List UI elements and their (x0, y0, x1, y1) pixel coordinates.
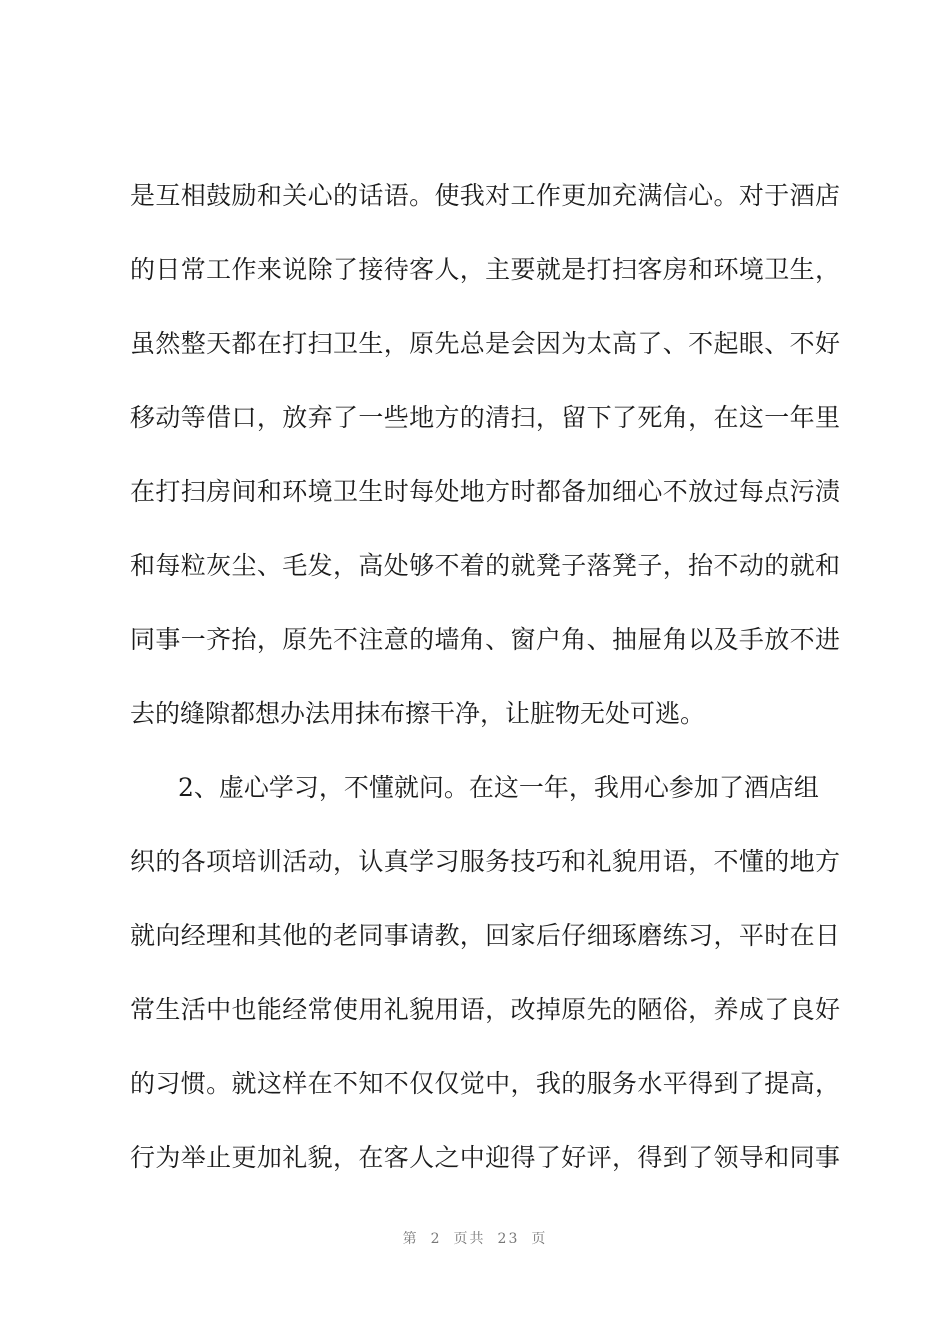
paragraph-start-line: 2、虚心学习，不懂就问。在这一年，我用心参加了酒店组 (178, 773, 819, 802)
text-line: 常生活中也能经常使用礼貌用语，改掉原先的陋俗，养成了良好 (130, 995, 840, 1024)
text-line: 去的缝隙都想办法用抹布擦干净，让脏物无处可逃。 (130, 699, 706, 728)
footer-prefix: 第 (402, 1231, 419, 1247)
text-line: 在打扫房间和环境卫生时每处地方时都备加细心不放过每点污渍 (130, 477, 840, 506)
text-line: 是互相鼓励和关心的话语。使我对工作更加充满信心。对于酒店 (130, 181, 840, 210)
text-line: 和每粒灰尘、毛发，高处够不着的就凳子落凳子，抬不动的就和 (130, 551, 840, 580)
text-line: 就向经理和其他的老同事请教，回家后仔细琢磨练习，平时在日 (130, 921, 840, 950)
text-line: 的习惯。就这样在不知不仅仅觉中，我的服务水平得到了提高， (130, 1069, 840, 1098)
text-line: 织的各项培训活动，认真学习服务技巧和礼貌用语，不懂的地方 (130, 847, 840, 876)
text-line: 移动等借口，放弃了一些地方的清扫，留下了死角，在这一年里 (130, 403, 840, 432)
text-line: 的日常工作来说除了接待客人，主要就是打扫客房和环境卫生， (130, 255, 840, 284)
footer-suffix: 页 (531, 1231, 548, 1247)
footer-total-pages: 23 (497, 1231, 520, 1247)
footer-middle: 页共 (453, 1231, 486, 1247)
text-line: 行为举止更加礼貌，在客人之中迎得了好评，得到了领导和同事 (130, 1143, 840, 1172)
text-line: 同事一齐抬，原先不注意的墙角、窗户角、抽屉角以及手放不进 (130, 625, 840, 654)
text-line: 虽然整天都在打扫卫生，原先总是会因为太高了、不起眼、不好 (130, 329, 840, 358)
page-footer (0, 1228, 950, 1248)
footer-page-number: 2 (430, 1231, 442, 1247)
